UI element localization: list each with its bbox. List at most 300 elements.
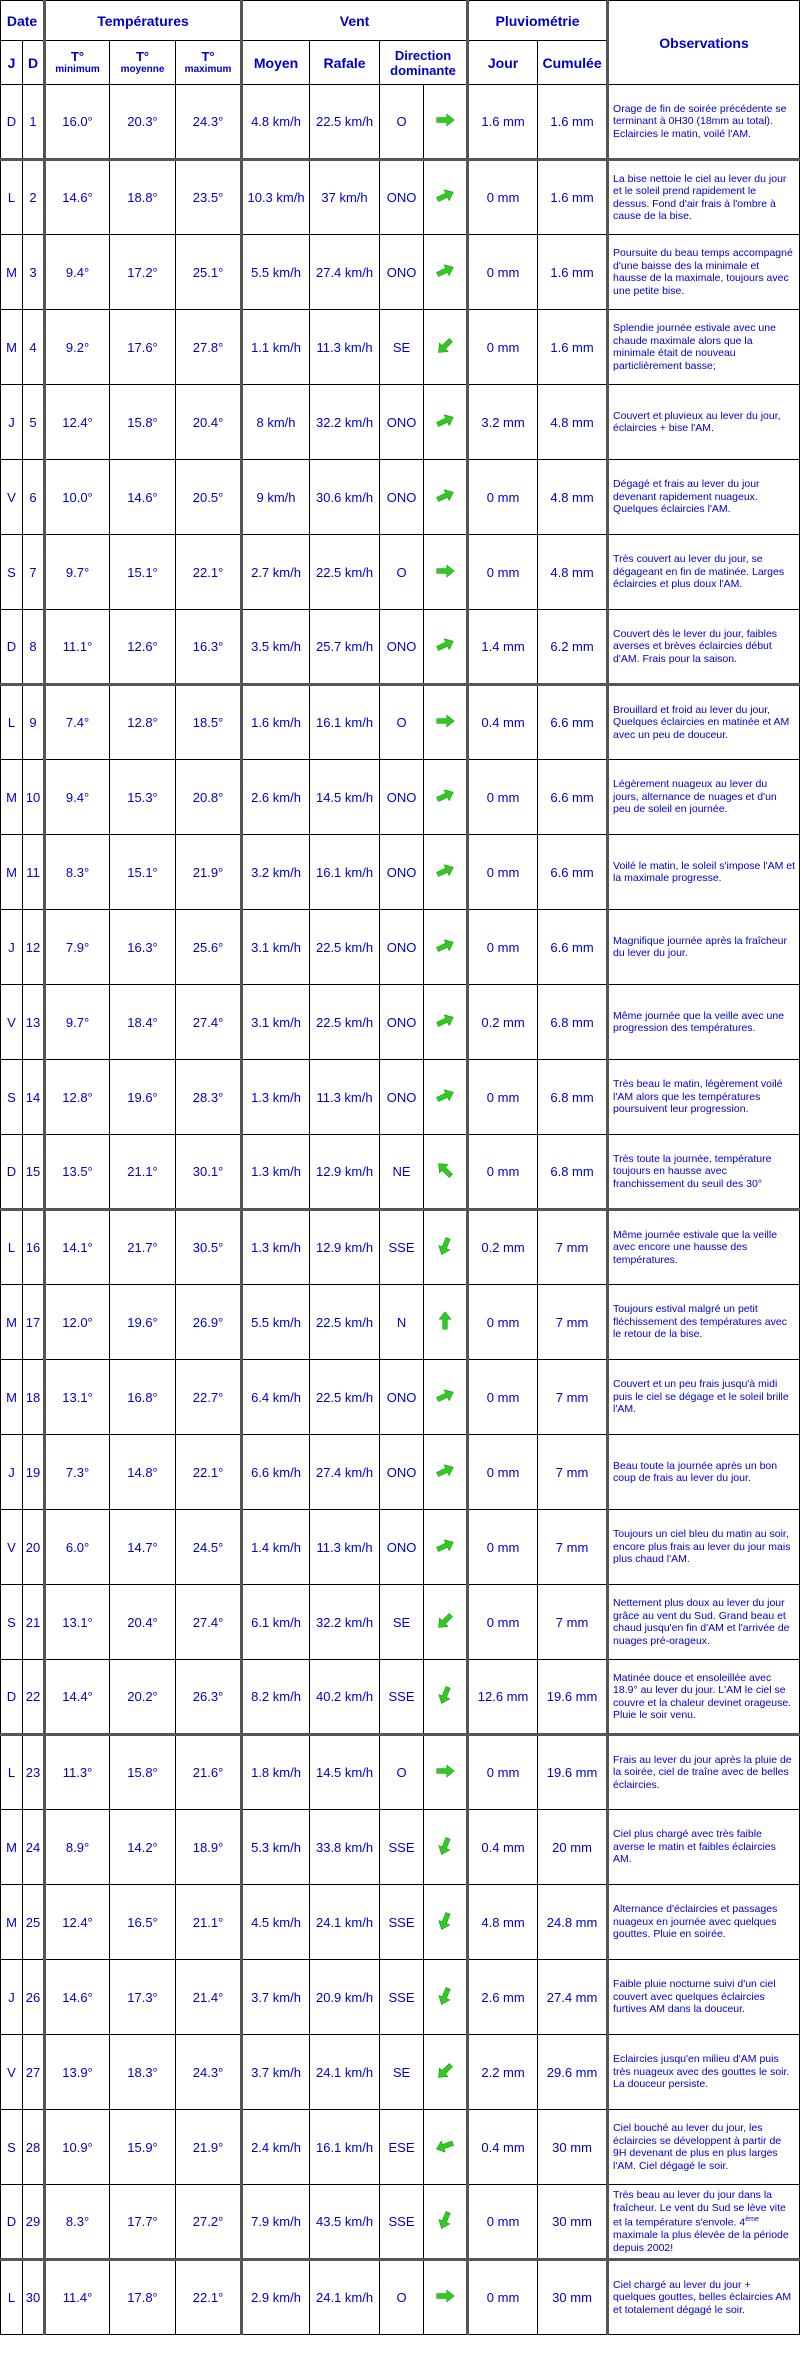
- observation-text: Splendie journée estivale avec une chaude maximale alors que la minimale était de nouveau particlièrement basse;: [608, 310, 800, 385]
- temp-max: 21.4°: [176, 1960, 242, 2035]
- day-number: 8: [23, 610, 45, 685]
- temp-moy: 15.3°: [110, 760, 176, 835]
- rain-day: 0 mm: [468, 310, 538, 385]
- rain-day: 0.2 mm: [468, 1210, 538, 1285]
- table-row: [1, 685, 800, 760]
- temp-moy: 19.6°: [110, 1285, 176, 1360]
- observation-text: Matinée douce et ensoleillée avec 18.9° au lever du jour. L'AM le ciel se couvre et la chaleur devinet orageuse. Pluie le soir venu.: [608, 1660, 800, 1735]
- rain-cumulative: 6.2 mm: [538, 610, 608, 685]
- temp-max: 27.2°: [176, 2185, 242, 2260]
- table-row: [1, 2260, 800, 2335]
- day-number: 25: [23, 1885, 45, 1960]
- day-number: 23: [23, 1735, 45, 1810]
- observation-text: Magnifique journée après la fraîcheur du lever du jour.: [608, 910, 800, 985]
- wind-arrow-cell: [424, 835, 468, 910]
- wind-gust: 11.3 km/h: [310, 310, 380, 385]
- rain-cumulative: 1.6 mm: [538, 235, 608, 310]
- temp-min: 13.9°: [45, 2035, 110, 2110]
- temp-max: 24.3°: [176, 85, 242, 160]
- temp-min: 9.4°: [45, 235, 110, 310]
- wind-direction: ONO: [380, 460, 424, 535]
- rain-cumulative: 6.8 mm: [538, 985, 608, 1060]
- day-letter: J: [1, 1435, 23, 1510]
- temp-moy: 12.8°: [110, 685, 176, 760]
- rain-cumulative: 4.8 mm: [538, 460, 608, 535]
- wind-arrow-cell: [424, 1885, 468, 1960]
- wind-arrow-icon: [434, 1235, 456, 1257]
- rain-day: 0 mm: [468, 2260, 538, 2335]
- wind-arrow-icon: [434, 260, 456, 282]
- day-number: 29: [23, 2185, 45, 2260]
- wind-average: 6.4 km/h: [242, 1360, 310, 1435]
- wind-gust: 22.5 km/h: [310, 985, 380, 1060]
- rain-day: 1.4 mm: [468, 610, 538, 685]
- wind-gust: 24.1 km/h: [310, 1885, 380, 1960]
- table-row: [1, 1660, 800, 1735]
- day-number: 10: [23, 760, 45, 835]
- wind-gust: 33.8 km/h: [310, 1810, 380, 1885]
- temp-max: 30.5°: [176, 1210, 242, 1285]
- header-cumulee: Cumulée: [538, 41, 608, 85]
- wind-arrow-cell: [424, 1660, 468, 1735]
- wind-direction: SSE: [380, 1960, 424, 2035]
- day-number: 21: [23, 1585, 45, 1660]
- wind-gust: 22.5 km/h: [310, 535, 380, 610]
- wind-arrow-icon: [434, 1385, 456, 1407]
- temp-min: 7.4°: [45, 685, 110, 760]
- temp-min: 8.9°: [45, 1810, 110, 1885]
- wind-arrow-cell: [424, 460, 468, 535]
- wind-direction: SSE: [380, 1810, 424, 1885]
- rain-cumulative: 7 mm: [538, 1585, 608, 1660]
- wind-arrow-icon: [434, 1310, 456, 1332]
- observation-text: Toujours estival malgré un petit fléchissement des températures avec le retour de la bise.: [608, 1285, 800, 1360]
- rain-cumulative: 6.8 mm: [538, 1060, 608, 1135]
- rain-cumulative: 4.8 mm: [538, 535, 608, 610]
- header-pluviometrie: Pluviométrie: [468, 1, 608, 41]
- day-letter: L: [1, 685, 23, 760]
- wind-arrow-cell: [424, 2260, 468, 2335]
- observation-text: Très beau le matin, légèrement voilé l'AM alors que les températures poursuivent leur progression.: [608, 1060, 800, 1135]
- temp-max: 21.9°: [176, 2110, 242, 2185]
- temp-max: 22.1°: [176, 2260, 242, 2335]
- wind-arrow-cell: [424, 1435, 468, 1510]
- temp-moy: 20.4°: [110, 1585, 176, 1660]
- temp-max: 27.8°: [176, 310, 242, 385]
- day-number: 20: [23, 1510, 45, 1585]
- table-row: [1, 235, 800, 310]
- table-row: [1, 1285, 800, 1360]
- day-letter: S: [1, 2110, 23, 2185]
- day-letter: V: [1, 985, 23, 1060]
- day-letter: L: [1, 1210, 23, 1285]
- observation-text: Très beau au lever du jour dans la fraîcheur. Le vent du Sud se lève vite et la température s'envole. 4ème maximale la plus élevée de la période depuis 2002!: [608, 2185, 800, 2260]
- rain-cumulative: 7 mm: [538, 1360, 608, 1435]
- wind-arrow-icon: [434, 2060, 456, 2082]
- rain-day: 0.4 mm: [468, 2110, 538, 2185]
- day-letter: V: [1, 2035, 23, 2110]
- header-rafale: Rafale: [310, 41, 380, 85]
- wind-arrow-icon: [434, 410, 456, 432]
- table-row: [1, 1885, 800, 1960]
- table-row: [1, 2110, 800, 2185]
- table-row: [1, 610, 800, 685]
- header-moyen: Moyen: [242, 41, 310, 85]
- header-direction: Direction dominante: [380, 41, 468, 85]
- wind-direction: SSE: [380, 1885, 424, 1960]
- temp-moy: 15.9°: [110, 2110, 176, 2185]
- wind-gust: 16.1 km/h: [310, 2110, 380, 2185]
- temp-min: 9.4°: [45, 760, 110, 835]
- temp-max: 26.9°: [176, 1285, 242, 1360]
- temp-min: 11.3°: [45, 1735, 110, 1810]
- table-row: [1, 1210, 800, 1285]
- wind-average: 7.9 km/h: [242, 2185, 310, 2260]
- observation-text: Ciel bouché au lever du jour, les éclaircies se développent à partir de 9H devenant de plus en plus larges l'AM. Ciel dégagé le soir.: [608, 2110, 800, 2185]
- temp-max: 30.1°: [176, 1135, 242, 1210]
- temp-min: 8.3°: [45, 835, 110, 910]
- wind-arrow-cell: [424, 1135, 468, 1210]
- temp-min: 14.4°: [45, 1660, 110, 1735]
- temp-moy: 16.8°: [110, 1360, 176, 1435]
- observation-text: Toujours un ciel bleu du matin au soir, encore plus frais au lever du jour mais plus chaud l'AM.: [608, 1510, 800, 1585]
- observation-text: Dégagé et frais au lever du jour devenant rapidement nuageux. Quelques éclaircies l'AM.: [608, 460, 800, 535]
- rain-cumulative: 24.8 mm: [538, 1885, 608, 1960]
- header-vent: Vent: [242, 1, 468, 41]
- table-row: [1, 535, 800, 610]
- wind-direction: O: [380, 535, 424, 610]
- wind-arrow-icon: [434, 109, 456, 131]
- rain-day: 12.6 mm: [468, 1660, 538, 1735]
- observation-text: Couvert et pluvieux au lever du jour, éclaircies + bise l'AM.: [608, 385, 800, 460]
- temp-max: 18.5°: [176, 685, 242, 760]
- table-row: [1, 1810, 800, 1885]
- rain-day: 0.4 mm: [468, 685, 538, 760]
- temp-max: 22.1°: [176, 1435, 242, 1510]
- day-number: 3: [23, 235, 45, 310]
- wind-arrow-icon: [434, 560, 456, 582]
- wind-direction: NE: [380, 1135, 424, 1210]
- header-d: D: [23, 41, 45, 85]
- rain-day: 2.2 mm: [468, 2035, 538, 2110]
- temp-moy: 14.7°: [110, 1510, 176, 1585]
- day-letter: J: [1, 910, 23, 985]
- wind-average: 3.7 km/h: [242, 2035, 310, 2110]
- day-number: 11: [23, 835, 45, 910]
- day-letter: J: [1, 1960, 23, 2035]
- observation-text: Très couvert au lever du jour, se dégageant en fin de matinée. Larges éclaircies et plus doux l'AM.: [608, 535, 800, 610]
- rain-day: 0 mm: [468, 1435, 538, 1510]
- wind-direction: N: [380, 1285, 424, 1360]
- temp-max: 24.3°: [176, 2035, 242, 2110]
- temp-max: 20.4°: [176, 385, 242, 460]
- temp-min: 13.1°: [45, 1360, 110, 1435]
- rain-cumulative: 20 mm: [538, 1810, 608, 1885]
- temp-max: 28.3°: [176, 1060, 242, 1135]
- rain-day: 1.6 mm: [468, 85, 538, 160]
- observation-text: Alternance d'éclaircies et passages nuageux en journée avec quelques gouttes. Pluie en soirée.: [608, 1885, 800, 1960]
- wind-arrow-cell: [424, 2035, 468, 2110]
- wind-arrow-cell: [424, 1210, 468, 1285]
- wind-arrow-cell: [424, 1810, 468, 1885]
- observation-text: Brouillard et froid au lever du jour, Quelques éclaircies en matinée et AM avec un peu de douceur.: [608, 685, 800, 760]
- wind-average: 5.5 km/h: [242, 1285, 310, 1360]
- wind-direction: ONO: [380, 235, 424, 310]
- day-letter: S: [1, 535, 23, 610]
- wind-direction: SE: [380, 310, 424, 385]
- wind-gust: 40.2 km/h: [310, 1660, 380, 1735]
- temp-moy: 16.3°: [110, 910, 176, 985]
- day-number: 1: [23, 85, 45, 160]
- rain-day: 2.6 mm: [468, 1960, 538, 2035]
- day-number: 14: [23, 1060, 45, 1135]
- rain-cumulative: 7 mm: [538, 1435, 608, 1510]
- rain-day: 4.8 mm: [468, 1885, 538, 1960]
- day-letter: D: [1, 2185, 23, 2260]
- rain-cumulative: 7 mm: [538, 1285, 608, 1360]
- day-number: 19: [23, 1435, 45, 1510]
- header-tmoy: T° moyenne: [110, 41, 176, 85]
- rain-cumulative: 30 mm: [538, 2185, 608, 2260]
- wind-arrow-icon: [434, 634, 456, 656]
- wind-direction: ONO: [380, 1510, 424, 1585]
- wind-average: 1.6 km/h: [242, 685, 310, 760]
- temp-min: 11.4°: [45, 2260, 110, 2335]
- day-letter: J: [1, 385, 23, 460]
- day-number: 26: [23, 1960, 45, 2035]
- header-tmax: T° maximum: [176, 41, 242, 85]
- wind-gust: 27.4 km/h: [310, 235, 380, 310]
- wind-average: 9 km/h: [242, 460, 310, 535]
- day-letter: D: [1, 1135, 23, 1210]
- wind-average: 2.9 km/h: [242, 2260, 310, 2335]
- temp-min: 10.9°: [45, 2110, 110, 2185]
- temp-min: 6.0°: [45, 1510, 110, 1585]
- table-row: [1, 2185, 800, 2260]
- table-row: [1, 1360, 800, 1435]
- wind-average: 1.8 km/h: [242, 1735, 310, 1810]
- day-letter: V: [1, 1510, 23, 1585]
- wind-arrow-icon: [434, 185, 456, 207]
- table-row: [1, 835, 800, 910]
- observation-text: Faible pluie nocturne suivi d'un ciel couvert avec quelques éclaircies furtives AM dans la douceur.: [608, 1960, 800, 2035]
- temp-min: 10.0°: [45, 460, 110, 535]
- rain-cumulative: 19.6 mm: [538, 1660, 608, 1735]
- wind-arrow-cell: [424, 985, 468, 1060]
- wind-gust: 22.5 km/h: [310, 1285, 380, 1360]
- day-letter: D: [1, 1660, 23, 1735]
- wind-direction: SSE: [380, 1660, 424, 1735]
- rain-day: 0 mm: [468, 1285, 538, 1360]
- temp-moy: 15.8°: [110, 385, 176, 460]
- wind-direction: ONO: [380, 835, 424, 910]
- observation-text: Couvert dès le lever du jour, faibles averses et brèves éclaircies début d'AM. Frais pour la saison.: [608, 610, 800, 685]
- day-letter: D: [1, 85, 23, 160]
- wind-arrow-cell: [424, 535, 468, 610]
- wind-arrow-cell: [424, 2110, 468, 2185]
- wind-average: 2.6 km/h: [242, 760, 310, 835]
- wind-average: 6.1 km/h: [242, 1585, 310, 1660]
- temp-min: 13.5°: [45, 1135, 110, 1210]
- wind-direction: ONO: [380, 1435, 424, 1510]
- temp-max: 27.4°: [176, 1585, 242, 1660]
- wind-direction: ONO: [380, 160, 424, 235]
- day-number: 6: [23, 460, 45, 535]
- day-number: 24: [23, 1810, 45, 1885]
- header-date: Date: [1, 1, 45, 41]
- temp-min: 9.7°: [45, 985, 110, 1060]
- rain-day: 0 mm: [468, 2185, 538, 2260]
- wind-direction: ESE: [380, 2110, 424, 2185]
- wind-arrow-icon: [434, 1684, 456, 1706]
- wind-direction: ONO: [380, 1360, 424, 1435]
- table-row: [1, 2035, 800, 2110]
- temp-moy: 20.3°: [110, 85, 176, 160]
- table-row: [1, 1435, 800, 1510]
- wind-average: 4.8 km/h: [242, 85, 310, 160]
- temp-min: 13.1°: [45, 1585, 110, 1660]
- table-row: [1, 760, 800, 835]
- day-letter: S: [1, 1060, 23, 1135]
- observation-text: Nettement plus doux au lever du jour grâce au vent du Sud. Grand beau et chaud jusqu'en fin d'AM et l'arrivée de nuages pré-orageux.: [608, 1585, 800, 1660]
- temp-moy: 15.8°: [110, 1735, 176, 1810]
- table-row: [1, 460, 800, 535]
- temp-moy: 16.5°: [110, 1885, 176, 1960]
- wind-direction: SE: [380, 1585, 424, 1660]
- wind-arrow-cell: [424, 1285, 468, 1360]
- observation-text: Poursuite du beau temps accompagné d'une baisse des la minimale et hausse de la maximale, toujours avec une petite bise.: [608, 235, 800, 310]
- wind-average: 5.3 km/h: [242, 1810, 310, 1885]
- wind-gust: 43.5 km/h: [310, 2185, 380, 2260]
- temp-moy: 14.6°: [110, 460, 176, 535]
- wind-average: 2.7 km/h: [242, 535, 310, 610]
- wind-arrow-icon: [434, 2135, 456, 2157]
- wind-direction: SE: [380, 2035, 424, 2110]
- wind-arrow-cell: [424, 1510, 468, 1585]
- temp-moy: 17.3°: [110, 1960, 176, 2035]
- wind-direction: O: [380, 85, 424, 160]
- wind-arrow-cell: [424, 85, 468, 160]
- temp-moy: 15.1°: [110, 835, 176, 910]
- wind-average: 3.7 km/h: [242, 1960, 310, 2035]
- rain-day: 0 mm: [468, 1135, 538, 1210]
- table-row: [1, 985, 800, 1060]
- wind-arrow-icon: [434, 485, 456, 507]
- temp-moy: 21.1°: [110, 1135, 176, 1210]
- wind-direction: O: [380, 2260, 424, 2335]
- table-row: [1, 1060, 800, 1135]
- wind-arrow-icon: [434, 1085, 456, 1107]
- wind-direction: ONO: [380, 910, 424, 985]
- wind-gust: 25.7 km/h: [310, 610, 380, 685]
- day-number: 7: [23, 535, 45, 610]
- wind-gust: 12.9 km/h: [310, 1210, 380, 1285]
- temp-min: 12.8°: [45, 1060, 110, 1135]
- header-j: J: [1, 41, 23, 85]
- table-body: [1, 85, 800, 2335]
- wind-arrow-cell: [424, 1060, 468, 1135]
- wind-arrow-cell: [424, 910, 468, 985]
- day-number: 28: [23, 2110, 45, 2185]
- temp-moy: 20.2°: [110, 1660, 176, 1735]
- temp-min: 14.6°: [45, 160, 110, 235]
- day-number: 9: [23, 685, 45, 760]
- rain-day: 0.4 mm: [468, 1810, 538, 1885]
- rain-cumulative: 29.6 mm: [538, 2035, 608, 2110]
- wind-arrow-cell: [424, 760, 468, 835]
- day-number: 13: [23, 985, 45, 1060]
- day-number: 15: [23, 1135, 45, 1210]
- wind-gust: 32.2 km/h: [310, 385, 380, 460]
- temp-moy: 17.6°: [110, 310, 176, 385]
- temp-moy: 18.3°: [110, 2035, 176, 2110]
- day-letter: M: [1, 310, 23, 385]
- wind-gust: 11.3 km/h: [310, 1510, 380, 1585]
- wind-gust: 14.5 km/h: [310, 1735, 380, 1810]
- temp-max: 18.9°: [176, 1810, 242, 1885]
- temp-min: 7.9°: [45, 910, 110, 985]
- temp-moy: 18.8°: [110, 160, 176, 235]
- rain-cumulative: 1.6 mm: [538, 310, 608, 385]
- wind-gust: 24.1 km/h: [310, 2035, 380, 2110]
- observation-text: Couvert et un peu frais jusqu'à midi puis le ciel se dégage et le soleil brille l'AM.: [608, 1360, 800, 1435]
- wind-arrow-icon: [434, 935, 456, 957]
- temp-moy: 12.6°: [110, 610, 176, 685]
- temp-max: 21.6°: [176, 1735, 242, 1810]
- wind-average: 3.1 km/h: [242, 985, 310, 1060]
- wind-gust: 30.6 km/h: [310, 460, 380, 535]
- observation-text: Légèrement nuageux au lever du jours, alternance de nuages et d'un peu de soleil en journée.: [608, 760, 800, 835]
- rain-cumulative: 27.4 mm: [538, 1960, 608, 2035]
- rain-day: 0 mm: [468, 1585, 538, 1660]
- table-row: [1, 310, 800, 385]
- rain-day: 0.2 mm: [468, 985, 538, 1060]
- rain-day: 0 mm: [468, 835, 538, 910]
- table-row: [1, 1960, 800, 2035]
- wind-average: 1.3 km/h: [242, 1135, 310, 1210]
- wind-gust: 22.5 km/h: [310, 1360, 380, 1435]
- wind-arrow-icon: [434, 860, 456, 882]
- wind-arrow-cell: [424, 2185, 468, 2260]
- temp-min: 11.1°: [45, 610, 110, 685]
- day-letter: L: [1, 1735, 23, 1810]
- rain-day: 0 mm: [468, 535, 538, 610]
- temp-max: 26.3°: [176, 1660, 242, 1735]
- wind-arrow-icon: [434, 1460, 456, 1482]
- rain-cumulative: 7 mm: [538, 1210, 608, 1285]
- temp-max: 16.3°: [176, 610, 242, 685]
- wind-average: 3.5 km/h: [242, 610, 310, 685]
- rain-cumulative: 7 mm: [538, 1510, 608, 1585]
- wind-gust: 32.2 km/h: [310, 1585, 380, 1660]
- observation-text: Très toute la journée, température toujours en hausse avec franchissement du seuil des 30°: [608, 1135, 800, 1210]
- wind-arrow-icon: [434, 1010, 456, 1032]
- temp-max: 25.1°: [176, 235, 242, 310]
- day-number: 18: [23, 1360, 45, 1435]
- wind-average: 3.2 km/h: [242, 835, 310, 910]
- wind-arrow-cell: [424, 685, 468, 760]
- temp-moy: 14.8°: [110, 1435, 176, 1510]
- wind-gust: 37 km/h: [310, 160, 380, 235]
- wind-gust: 22.5 km/h: [310, 910, 380, 985]
- wind-arrow-icon: [434, 335, 456, 357]
- table-row: [1, 1585, 800, 1660]
- day-letter: M: [1, 1810, 23, 1885]
- wind-gust: 16.1 km/h: [310, 685, 380, 760]
- temp-min: 14.6°: [45, 1960, 110, 2035]
- rain-cumulative: 4.8 mm: [538, 385, 608, 460]
- temp-max: 22.1°: [176, 535, 242, 610]
